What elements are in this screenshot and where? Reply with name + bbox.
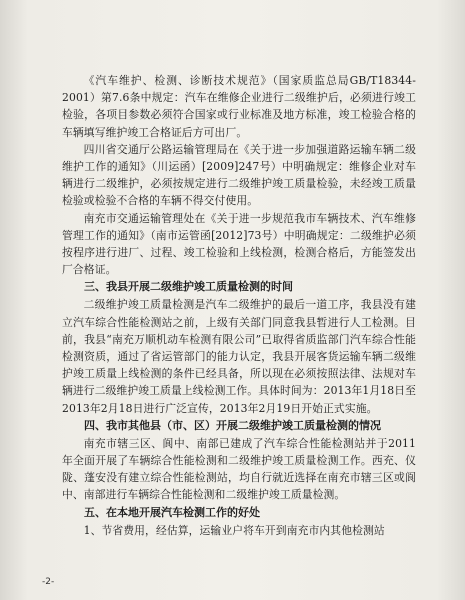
section-heading-4: 四、我市其他县（市、区）开展二级维护竣工质量检测的情况 xyxy=(84,418,381,432)
paragraph-sichuan-notice: 四川省交通厅公路运输管理局在《关于进一步加强道路运输车辆二级维护工作的通知》（川运函）[2009]247号）中明确规定：维修企业对车辆进行二级维护，必须按规定进行二级维护竣工质量检验，未经竣工质量检验或检验不合格的车辆不得交付使用。 xyxy=(62,142,416,208)
paragraph-benefit-1: 1、节省费用，经估算，运输业户将车开到南充市内其他检测站 xyxy=(83,523,385,537)
section-heading-3: 三、我县开展二级维护竣工质量检测的时间 xyxy=(84,280,293,294)
document-body xyxy=(62,72,416,539)
paragraph-nanchong-notice: 南充市交通运输管理处在《关于进一步规范我市车辆技术、汽车维修管理工作的通知》（南市运管函[2012]73号）中明确规定：二级维护必须按程序进行进厂、过程、竣工检验和上线检测，检测合格后，方能签发出厂合格证。 xyxy=(62,211,416,277)
section-heading-5: 五、在本地开展汽车检测工作的好处 xyxy=(84,505,260,519)
paragraph-standard-gb18344: 《汽车维护、检测、诊断技术规范》（国家质监总局GB/T18344-2001）第7.6条中规定：汽车在维修企业进行二级维护后，必须进行竣工检验，各项目参数必须符合国家或行业标准及地方标准，竣工检验合格的车辆填写维护竣工合格证后方可出厂。 xyxy=(62,74,416,139)
paragraph-inspection-time: 二级维护竣工质量检测是汽车二级维护的最后一道工序，我县没有建立汽车综合性能检测站之前，上级有关部门同意我县暂进行人工检测。目前，我县“南充万顺机动车检测有限公司”已取得省质监部门汽车综合性能检测资质，通过了省运管部门的能力认定，我县开展客货运输车辆二级维护竣工质量上线检测的条件已经具备，所以现在必须按照法律、法规对车辆进行二级维护竣工质量上线检测工作。具体时间为：2013年1月18日至2013年2月18日进行广泛宣传，2013年2月19日开始正式实施。 xyxy=(62,298,416,415)
page-number: -2- xyxy=(42,577,55,587)
paragraph-other-counties: 南充市辖三区、阆中、南部已建成了汽车综合性能检测站并于2011年全面开展了车辆综合性能检测和二级维护竣工质量检测工作。西充、仪陇、蓬安没有建立综合性能检测站，均自行就近选择在南充市辖三区或阆中、南部进行车辆综合性能检测和二级维护竣工质量检测。 xyxy=(62,436,416,502)
